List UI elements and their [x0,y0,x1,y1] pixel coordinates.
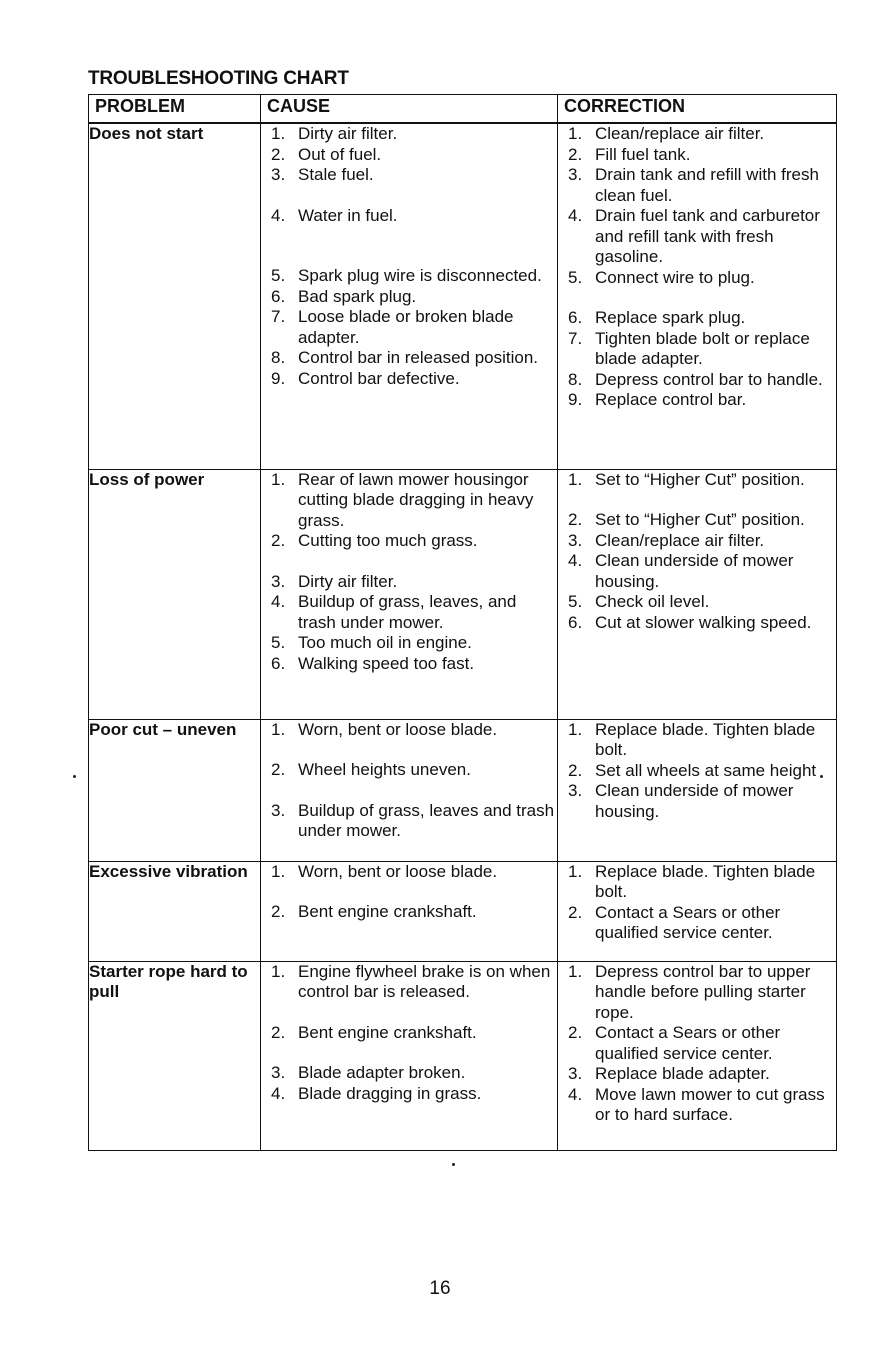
item-text: Worn, bent or loose blade. [298,719,498,739]
item-text: Clean underside of mower housing. [595,781,794,821]
item-text: Replace control bar. [595,390,747,409]
correction-item [558,470,836,491]
item-spacer [558,288,836,308]
table-row [89,469,837,719]
cause-item [261,124,557,145]
cause-cell [261,123,558,469]
item-text: Contact a Sears or other qualified service center. [595,902,781,942]
cause-item [261,1023,557,1044]
correction-item [558,206,836,268]
item-number: 1. [271,124,286,143]
correction-cell [558,719,837,861]
item-number: 4. [271,205,286,225]
cause-item [261,1063,557,1084]
item-number: 9. [568,390,583,409]
correction-list [558,720,836,823]
cause-list [261,470,557,675]
item-number: 1. [568,861,583,881]
item-number: 2. [568,144,583,164]
correction-list [558,124,836,411]
correction-item [558,531,836,552]
correction-item [558,510,836,531]
item-text: Wheel heights uneven. [298,760,471,779]
correction-item [558,124,836,145]
item-spacer [261,186,557,206]
item-text: Replace blade. Tighten blade bolt. [595,861,816,901]
item-text: Too much oil in engine. [298,633,472,652]
cause-header: CAUSE [261,95,558,124]
item-text: Drain fuel tank and carburetor and refill tank with fresh gasoline. [595,206,820,266]
item-number: 7. [568,328,583,348]
item-number: 2. [568,510,583,529]
troubleshooting-table-wrap [88,94,837,1151]
correction-cell [558,861,837,961]
item-number: 7. [271,307,286,326]
table-row [89,961,837,1150]
item-text: Dirty air filter. [298,124,398,143]
item-number: 4. [568,551,583,570]
item-number: 4. [568,206,583,225]
cause-item [261,145,557,166]
correction-header: CORRECTION [558,95,837,124]
item-text: Bent engine crankshaft. [298,902,477,921]
correction-item [558,1085,836,1126]
item-text: Dirty air filter. [298,571,398,591]
item-spacer [558,490,836,510]
cause-item [261,206,557,227]
item-number: 5. [271,266,286,285]
item-text: Blade dragging in grass. [298,1083,482,1103]
item-number: 2. [271,1022,286,1042]
cause-item [261,962,557,1003]
item-spacer [261,1003,557,1023]
correction-cell [558,961,837,1150]
item-number: 6. [568,612,583,632]
item-text: Clean underside of mower housing. [595,551,794,591]
item-text: Rear of lawn mower housingor cutting blade dragging in heavy grass. [298,469,534,530]
item-number: 1. [568,719,583,739]
cause-item [261,862,557,883]
item-text: Bent engine crankshaft. [298,1022,477,1042]
item-text: Depress control bar to upper handle before pulling starter rope. [595,961,811,1022]
item-number: 2. [271,531,286,550]
item-number: 4. [271,1083,286,1103]
item-text: Loose blade or broken blade adapter. [298,307,514,347]
item-number: 6. [271,286,286,306]
item-number: 4. [271,592,286,611]
item-text: Bad spark plug. [298,286,417,306]
troubleshooting-table [88,94,837,1151]
item-number: 1. [568,469,583,489]
cause-item [261,348,557,369]
item-number: 1. [271,719,286,739]
item-text: Engine flywheel brake is on when control bar is released. [298,961,551,1001]
item-text: Depress control bar to handle. [595,369,823,389]
table-body [89,123,837,1150]
item-number: 6. [271,653,286,673]
item-number: 1. [271,469,286,489]
item-text: Tighten blade bolt or replace blade adapter. [595,328,810,368]
item-number: 8. [568,369,583,389]
correction-item [558,613,836,634]
item-text: Cut at slower walking speed. [595,612,812,632]
cause-item [261,369,557,390]
item-number: 1. [568,961,583,981]
item-number: 1. [568,124,583,143]
item-spacer [261,781,557,801]
cause-cell [261,961,558,1150]
item-text: Control bar in released position. [298,348,539,367]
correction-list [558,470,836,634]
correction-list [558,862,836,944]
item-text: Connect wire to plug. [595,267,755,287]
item-text: Control bar defective. [298,368,460,388]
item-text: Buildup of grass, leaves, and trash under mower. [298,592,517,632]
item-number: 3. [568,781,583,800]
item-number: 9. [271,368,286,388]
correction-item [558,781,836,822]
cause-item [261,801,557,842]
item-text: Move lawn mower to cut grass or to hard surface. [595,1084,825,1124]
item-spacer [261,882,557,902]
correction-item [558,962,836,1024]
item-text: Fill fuel tank. [595,144,691,164]
item-text: Walking speed too fast. [298,653,475,673]
item-number: 2. [568,902,583,922]
item-number: 3. [271,571,286,591]
correction-item [558,862,836,903]
item-number: 5. [568,592,583,611]
item-number: 1. [271,961,286,981]
item-text: Drain tank and refill with fresh clean fuel. [595,165,819,205]
cause-item [261,760,557,781]
item-number: 5. [568,267,583,287]
problem-header: PROBLEM [89,95,261,124]
scan-speck [73,775,76,778]
item-number: 3. [568,1064,583,1083]
cause-item [261,266,557,287]
correction-item [558,551,836,592]
item-number: 2. [271,760,286,779]
cause-item [261,902,557,923]
cause-item [261,470,557,532]
cause-item [261,165,557,186]
item-text: Water in fuel. [298,205,398,225]
cause-item [261,307,557,348]
cause-list [261,124,557,389]
cause-cell [261,719,558,861]
item-text: Set to “Higher Cut” position. [595,510,805,529]
item-text: Contact a Sears or other qualified service center. [595,1023,781,1063]
item-number: 3. [568,530,583,550]
cause-list [261,720,557,842]
item-spacer [261,1043,557,1063]
cause-list [261,962,557,1105]
cause-item [261,531,557,552]
item-text: Cutting too much grass. [298,531,478,550]
problem-cell: Loss of power [89,469,261,719]
correction-item [558,1023,836,1064]
cause-item [261,592,557,633]
correction-list [558,962,836,1126]
correction-cell [558,123,837,469]
scan-speck [820,775,823,778]
item-text: Stale fuel. [298,165,374,184]
item-text: Worn, bent or loose blade. [298,861,498,881]
item-number: 1. [271,861,286,881]
correction-item [558,329,836,370]
header-row [89,95,837,124]
cause-cell [261,469,558,719]
cause-item [261,287,557,308]
item-text: Check oil level. [595,592,710,611]
item-spacer [261,226,557,266]
cause-item [261,654,557,675]
correction-item [558,165,836,206]
correction-item [558,903,836,944]
item-number: 3. [271,165,286,184]
cause-item [261,633,557,654]
item-number: 6. [568,308,583,327]
problem-cell: Does not start [89,123,261,469]
scan-speck [452,1163,455,1166]
cause-item [261,1084,557,1105]
item-text: Clean/replace air filter. [595,530,765,550]
item-text: Out of fuel. [298,144,382,164]
item-text: Replace spark plug. [595,308,746,327]
correction-item [558,308,836,329]
item-number: 5. [271,633,286,652]
correction-item [558,390,836,411]
item-number: 2. [271,902,286,921]
item-number: 2. [271,144,286,164]
item-spacer [261,552,557,572]
chart-title: TROUBLESHOOTING CHART [88,68,349,89]
correction-item [558,761,836,782]
item-number: 8. [271,348,286,367]
correction-item [558,1064,836,1085]
correction-item [558,370,836,391]
item-number: 2. [568,760,583,780]
item-text: Set all wheels at same height [595,760,817,780]
correction-item [558,720,836,761]
correction-item [558,268,836,289]
table-row [89,861,837,961]
correction-item [558,145,836,166]
item-text: Clean/replace air filter. [595,124,765,143]
cause-item [261,720,557,741]
item-text: Replace blade adapter. [595,1064,770,1083]
problem-cell: Starter rope hard to pull [89,961,261,1150]
item-text: Buildup of grass, leaves and trash under mower. [298,800,555,840]
correction-cell [558,469,837,719]
problem-cell: Excessive vibration [89,861,261,961]
item-number: 3. [271,800,286,820]
cause-item [261,572,557,593]
correction-item [558,592,836,613]
item-text: Blade adapter broken. [298,1063,466,1082]
cause-list [261,862,557,923]
table-row [89,719,837,861]
item-number: 3. [568,165,583,184]
item-text: Replace blade. Tighten blade bolt. [595,719,816,759]
cause-cell [261,861,558,961]
item-text: Set to “Higher Cut” position. [595,469,805,489]
problem-cell: Poor cut – uneven [89,719,261,861]
item-text: Spark plug wire is disconnected. [298,266,542,285]
page-number: 16 [429,1278,451,1299]
item-number: 3. [271,1063,286,1082]
table-row [89,123,837,469]
item-number: 4. [568,1084,583,1104]
item-number: 2. [568,1023,583,1042]
item-spacer [261,740,557,760]
